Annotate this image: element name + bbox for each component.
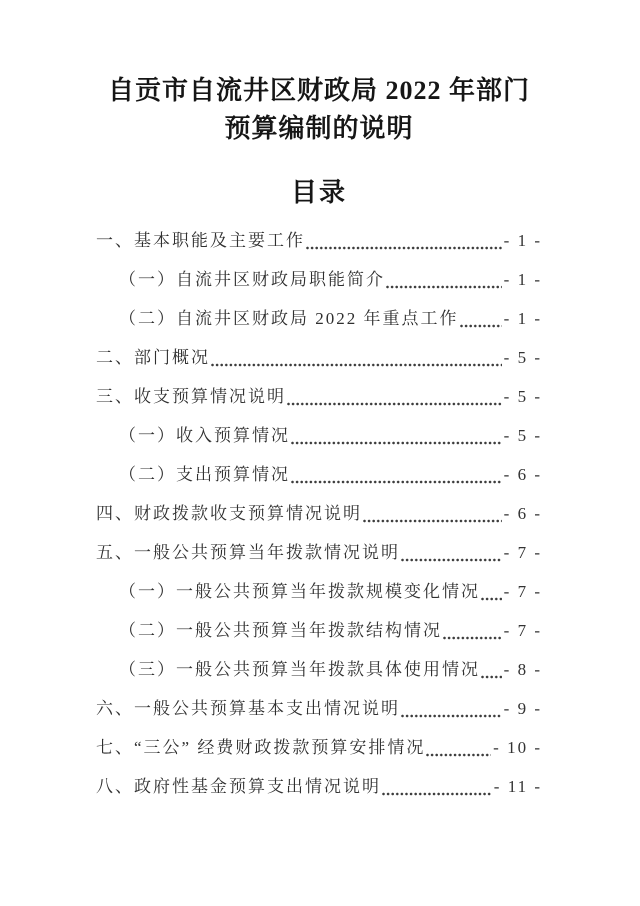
- toc-item: [96, 689, 542, 728]
- toc-item: [96, 455, 542, 494]
- toc-item: [96, 533, 542, 572]
- toc-dotted-leader: [363, 519, 502, 523]
- toc-item-page-number: - 7 -: [503, 621, 542, 640]
- toc-dotted-leader: [211, 363, 502, 367]
- toc-dotted-leader: [481, 597, 502, 601]
- toc-item: [96, 767, 542, 806]
- toc-dotted-leader: [401, 714, 502, 718]
- toc-item-label: 二、部门概况: [96, 348, 210, 367]
- toc-item-label: 一、基本职能及主要工作: [96, 231, 305, 250]
- document-title: 自贡市自流井区财政局 2022 年部门预算编制的说明: [107, 76, 530, 143]
- toc-item-label: （一）一般公共预算当年拨款规模变化情况: [119, 582, 480, 601]
- toc-item-page-number: - 7 -: [503, 582, 542, 601]
- toc-item: [96, 728, 542, 767]
- toc-item: [96, 611, 542, 650]
- toc-item-label: 五、一般公共预算当年拨款情况说明: [96, 543, 400, 562]
- toc-item: [96, 221, 542, 260]
- toc-item-page-number: - 5 -: [503, 426, 542, 445]
- toc-dotted-leader: [291, 480, 502, 484]
- toc-item-label: 六、一般公共预算基本支出情况说明: [96, 699, 400, 718]
- toc-dotted-leader: [306, 246, 502, 250]
- toc-dotted-leader: [386, 285, 502, 289]
- toc-item: [96, 299, 542, 338]
- toc-item-page-number: - 1 -: [503, 231, 542, 250]
- toc-item-label: 七、“三公” 经费财政拨款预算安排情况: [96, 738, 426, 757]
- toc-item-label: （一）自流井区财政局职能简介: [119, 270, 385, 289]
- toc-dotted-leader: [443, 636, 502, 640]
- toc-item-label: 四、财政拨款收支预算情况说明: [96, 504, 362, 523]
- toc-item-label: （二）支出预算情况: [119, 465, 290, 484]
- toc-item-page-number: - 11 -: [493, 777, 542, 796]
- toc-item-label: （二）一般公共预算当年拨款结构情况: [119, 621, 442, 640]
- toc-dotted-leader: [460, 324, 502, 328]
- toc-dotted-leader: [291, 441, 502, 445]
- toc-item: [96, 650, 542, 689]
- toc-item-label: （一）收入预算情况: [119, 426, 290, 445]
- toc-item-page-number: - 8 -: [503, 660, 542, 679]
- toc-item-page-number: - 10 -: [493, 738, 542, 757]
- toc-item-label: 三、收支预算情况说明: [96, 387, 286, 406]
- toc-dotted-leader: [382, 792, 492, 796]
- toc-item-label: （二）自流井区财政局 2022 年重点工作: [119, 309, 459, 328]
- toc-item-page-number: - 9 -: [503, 699, 542, 718]
- toc-item: [96, 494, 542, 533]
- toc-dotted-leader: [287, 402, 502, 406]
- toc-dotted-leader: [481, 675, 502, 679]
- toc-item-page-number: - 7 -: [503, 543, 542, 562]
- toc-dotted-leader: [401, 558, 502, 562]
- toc-item-page-number: - 1 -: [503, 270, 542, 289]
- toc-item-page-number: - 5 -: [503, 348, 542, 367]
- toc-item-page-number: - 1 -: [503, 309, 542, 328]
- toc-item: [96, 338, 542, 377]
- toc-item-label: （三）一般公共预算当年拨款具体使用情况: [119, 660, 480, 679]
- toc-item: [96, 260, 542, 299]
- toc-item: [96, 377, 542, 416]
- toc-item-page-number: - 6 -: [503, 465, 542, 484]
- toc-item: [96, 416, 542, 455]
- toc-item: [96, 572, 542, 611]
- toc-dotted-leader: [426, 753, 491, 757]
- toc-heading: 目录: [290, 178, 347, 207]
- toc-item-page-number: - 6 -: [503, 504, 542, 523]
- toc-item-page-number: - 5 -: [503, 387, 542, 406]
- toc-item-label: 八、政府性基金预算支出情况说明: [96, 777, 381, 796]
- toc-list: [96, 221, 542, 806]
